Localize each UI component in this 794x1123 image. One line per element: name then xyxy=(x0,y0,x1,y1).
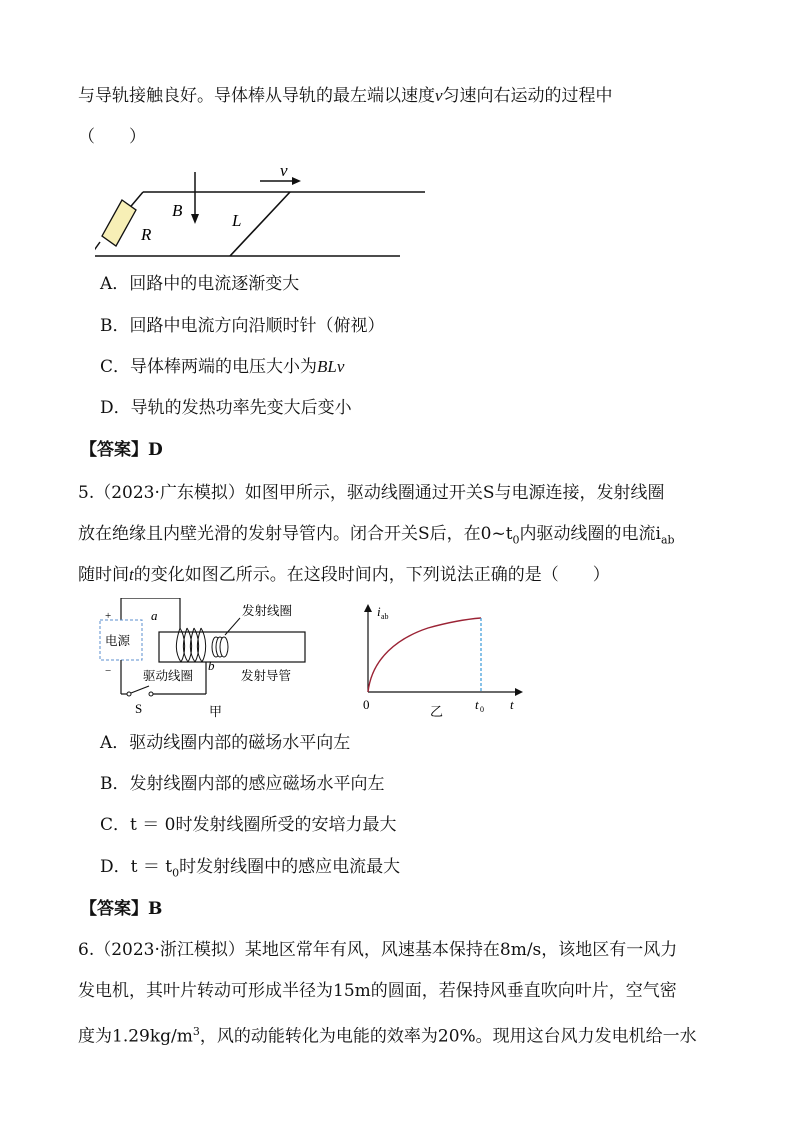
q4-option-c-var: BLv xyxy=(317,357,345,376)
origin-label: 0 xyxy=(363,697,370,712)
q5-option-d xyxy=(100,855,400,885)
q6-line2: 发电机，其叶片转动可形成半径为15m的圆面，若保持风垂直吹向叶片，空气密 xyxy=(78,981,677,1001)
tube-label: 发射导管 xyxy=(241,669,292,683)
q4-bracket: （ ） xyxy=(78,127,146,147)
figure-jia xyxy=(95,598,320,720)
q4-option-c-text: C．导体棒两端的电压大小为 xyxy=(100,357,318,377)
q4-stem-end: 匀速向右运动的过程中 xyxy=(442,86,613,106)
q4-answer: 【答案】D xyxy=(80,440,163,460)
q5-option-d-text: D．t ＝ t xyxy=(100,857,173,877)
q5-line2 xyxy=(78,522,675,552)
drive-coil-label: 驱动线圈 xyxy=(143,669,194,683)
q5-line3-text: 随时间 xyxy=(78,565,129,585)
q5-option-a: A．驱动线圈内部的磁场水平向左 xyxy=(100,733,351,753)
q5-line3-post: 的变化如图乙所示。在这段时间内，下列说法正确的是（ ） xyxy=(133,565,610,585)
q6-line3-sup: 3 xyxy=(192,1025,200,1038)
x-axis-label: t xyxy=(510,697,514,712)
switch-s xyxy=(131,686,149,693)
q5-answer: 【答案】B xyxy=(80,899,163,919)
q6-line1: 6.（2023·浙江模拟）某地区常年有风，风速基本保持在8m/s，该地区有一风力 xyxy=(78,940,678,960)
q5-line2-sub-ab: ab xyxy=(660,533,675,547)
power-label: 电源 xyxy=(105,634,131,648)
q4-var-v: v xyxy=(435,86,443,105)
q5-line2-sub0: 0 xyxy=(512,533,520,547)
q5-option-d-post: 时发射线圈中的感应电流最大 xyxy=(179,857,401,877)
q4-stem-text: 与导轨接触良好。导体棒从导轨的最左端以速度 xyxy=(78,86,435,106)
current-curve xyxy=(368,618,481,692)
minus-sign: − xyxy=(105,665,112,677)
q5-line3 xyxy=(78,563,610,587)
q4-figure xyxy=(95,160,435,265)
switch-contact xyxy=(127,692,131,696)
launch-tube xyxy=(159,632,305,662)
q4-option-a: A．回路中的电流逐渐变大 xyxy=(100,274,300,294)
q6-line3-text: 度为1.29kg/m xyxy=(78,1026,193,1047)
launch-coil-label: 发射线圈 xyxy=(242,604,293,618)
plus-sign: + xyxy=(105,610,112,622)
label-b-point: b xyxy=(208,658,215,673)
t0-sub: 0 xyxy=(480,705,484,714)
label-a: a xyxy=(151,608,158,623)
q5-line1: 5.（2023·广东模拟）如图甲所示，驱动线圈通过开关S与电源连接，发射线圈 xyxy=(78,483,665,503)
label-b: B xyxy=(172,201,183,220)
y-axis-label: i xyxy=(377,604,381,619)
q5-option-b: B．发射线圈内部的感应磁场水平向左 xyxy=(100,774,385,794)
caption-yi: 乙 xyxy=(430,704,444,719)
q5-line3-var: t xyxy=(129,565,134,584)
t0-label: t xyxy=(475,697,479,712)
q5-line2-text: 放在绝缘且内壁光滑的发射导管内。闭合开关S后，在0~t xyxy=(78,524,513,544)
label-l: L xyxy=(232,211,242,230)
q4-option-c xyxy=(100,355,344,379)
y-axis-sub: ab xyxy=(381,612,389,621)
label-r: R xyxy=(141,225,152,244)
label-v: v xyxy=(280,161,288,180)
caption-jia: 甲 xyxy=(209,704,223,719)
switch-label: S xyxy=(135,701,143,716)
q5-option-d-sub: 0 xyxy=(172,866,180,880)
q4-option-d: D．导轨的发热功率先变大后变小 xyxy=(100,398,352,418)
q6-line3 xyxy=(78,1020,697,1049)
q4-option-b: B．回路中电流方向沿顺时针（俯视） xyxy=(100,316,385,336)
figure-yi xyxy=(358,598,528,720)
q5-option-c: C．t ＝ 0时发射线圈所受的安培力最大 xyxy=(100,815,397,835)
q5-line2-mid: 内驱动线圈的电流i xyxy=(519,524,661,544)
q4-stem-line xyxy=(78,84,613,108)
q6-line3-post: ，风的动能转化为电能的效率为20%。现用这台风力发电机给一水 xyxy=(199,1026,697,1047)
resistor-r xyxy=(102,200,136,246)
